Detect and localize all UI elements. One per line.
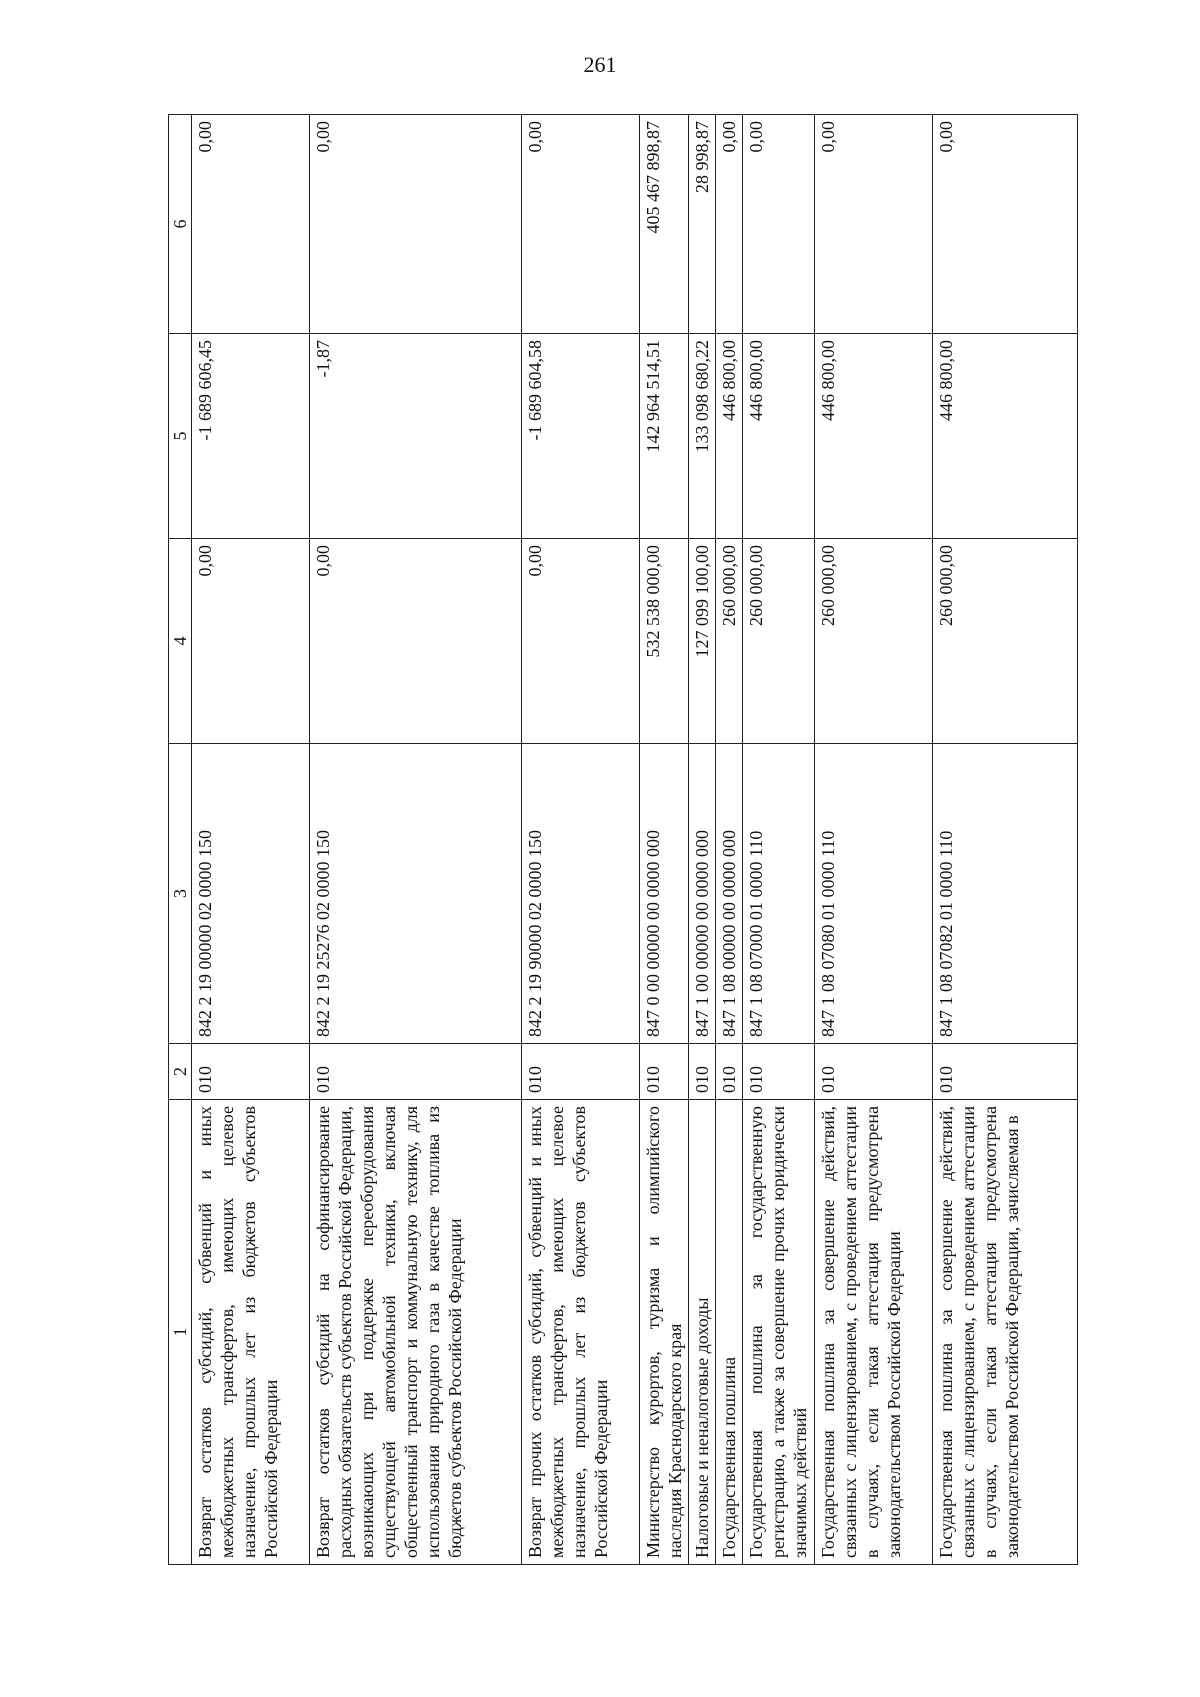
row-col5-value: 446 800,00 [743,334,815,539]
row-budget-code: 847 1 08 00000 00 0000 000 [716,744,743,1044]
row-col6-value: 0,00 [716,115,743,334]
row-budget-code: 847 1 08 07082 01 0000 110 [933,744,1078,1044]
table-row [743,115,815,1565]
row-col5-value: -1,87 [310,334,522,539]
row-col5-value: -1 689 604,58 [522,334,640,539]
row-budget-code: 842 2 19 90000 02 0000 150 [522,744,640,1044]
row-name: Возврат остатков субсидий, субвенций и иных межбюджетных трансфертов, имеющих целевое назначение, прошлых лет из бюджетов субъектов Российской Федерации [192,1100,310,1565]
header-col-6: 6 [169,115,192,334]
table-row [689,115,716,1565]
page-number: 261 [583,52,617,77]
header-col-4: 4 [169,539,192,744]
row-budget-code: 842 2 19 00000 02 0000 150 [192,744,310,1044]
row-col6-value: 0,00 [522,115,640,334]
table-row [192,115,310,1565]
row-col5-value: 446 800,00 [815,334,933,539]
row-col4-value: 0,00 [522,539,640,744]
header-col-5: 5 [169,334,192,539]
table-row [716,115,743,1565]
row-line-code: 010 [716,1044,743,1100]
rotated-table-container [168,115,1078,1565]
row-budget-code: 847 1 08 07000 01 0000 110 [743,744,815,1044]
row-col4-value: 260 000,00 [716,539,743,744]
row-budget-code: 847 1 00 00000 00 0000 000 [689,744,716,1044]
row-line-code: 010 [192,1044,310,1100]
row-line-code: 010 [743,1044,815,1100]
header-row [169,115,192,1565]
row-name: Налоговые и неналоговые доходы [689,1100,716,1565]
row-col4-value: 532 538 000,00 [640,539,689,744]
row-col4-value: 127 099 100,00 [689,539,716,744]
row-line-code: 010 [310,1044,522,1100]
row-col4-value: 260 000,00 [815,539,933,744]
header-col-1: 1 [169,1100,192,1565]
table-row [310,115,522,1565]
row-name: Возврат прочих остатков субсидий, субвенций и иных межбюджетных трансфертов, имеющих целевое назначение, прошлых лет из бюджетов субъектов Российской Федерации [522,1100,640,1565]
row-name: Государственная пошлина за совершение действий, связанных с лицензированием, с проведением аттестации в случаях, если такая аттестация предусмотрена законодательством Российской Федерации [815,1100,933,1565]
row-budget-code: 842 2 19 25276 02 0000 150 [310,744,522,1044]
row-name: Возврат остатков субсидий на софинансирование расходных обязательств субъектов Российской Федерации, возникающих при поддержке переоборудования существующей автомобильной техники, включая общественный транспорт и коммунальную технику, для использования природного газа в качестве топлива из бюджетов субъектов Российской Федерации [310,1100,522,1565]
row-name: Министерство курортов, туризма и олимпийского наследия Краснодарского края [640,1100,689,1565]
row-line-code: 010 [522,1044,640,1100]
row-col6-value: 405 467 898,87 [640,115,689,334]
row-col6-value: 0,00 [933,115,1078,334]
row-budget-code: 847 1 08 07080 01 0000 110 [815,744,933,1044]
row-budget-code: 847 0 00 00000 00 0000 000 [640,744,689,1044]
row-col5-value: 446 800,00 [716,334,743,539]
row-col5-value: 142 964 514,51 [640,334,689,539]
row-col5-value: -1 689 606,45 [192,334,310,539]
row-col4-value: 260 000,00 [743,539,815,744]
header-col-3: 3 [169,744,192,1044]
row-col6-value: 0,00 [743,115,815,334]
row-col4-value: 0,00 [310,539,522,744]
row-col6-value: 0,00 [815,115,933,334]
row-col6-value: 0,00 [310,115,522,334]
row-name: Государственная пошлина за государственную регистрацию, а также за совершение прочих юридически значимых действий [743,1100,815,1565]
row-col6-value: 28 998,87 [689,115,716,334]
table-row [522,115,640,1565]
row-name: Государственная пошлина за совершение действий, связанных с лицензированием, с проведением аттестации в случаях, если такая аттестация предусмотрена законодательством Российской Федерации, зачисляемая в [933,1100,1078,1565]
header-col-2: 2 [169,1044,192,1100]
row-name: Государственная пошлина [716,1100,743,1565]
row-col4-value: 0,00 [192,539,310,744]
table-row [640,115,689,1565]
budget-table [168,114,1078,1565]
row-line-code: 010 [933,1044,1078,1100]
row-col5-value: 446 800,00 [933,334,1078,539]
table-row [815,115,933,1565]
table-row [933,115,1078,1565]
row-col4-value: 260 000,00 [933,539,1078,744]
row-col5-value: 133 098 680,22 [689,334,716,539]
row-col6-value: 0,00 [192,115,310,334]
row-line-code: 010 [815,1044,933,1100]
row-line-code: 010 [689,1044,716,1100]
row-line-code: 010 [640,1044,689,1100]
